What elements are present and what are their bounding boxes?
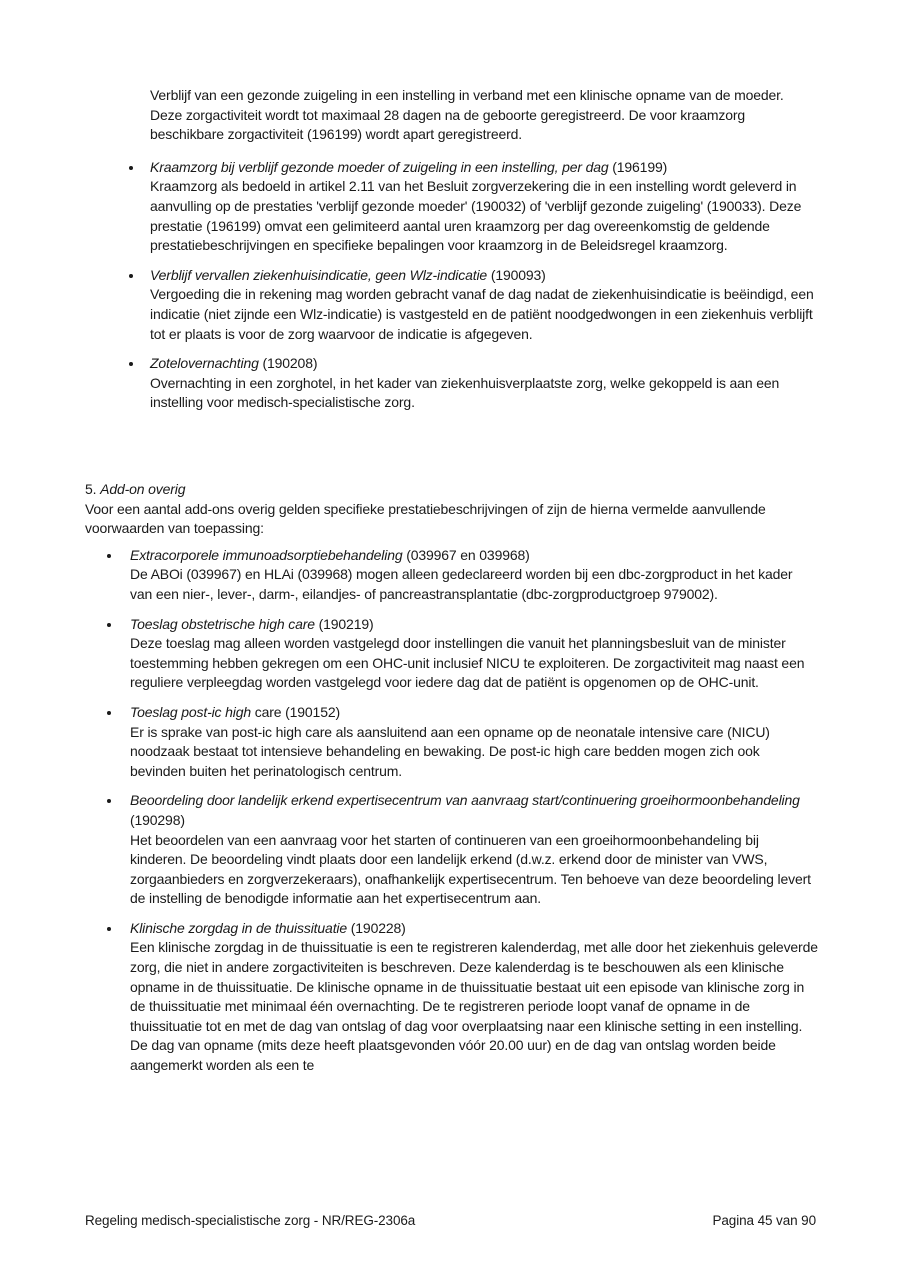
item-body: Een klinische zorgdag in de thuissituatie is een te registreren kalenderdag, met alle door het ziekenhuis geleverde zorg, die niet in andere zorgactiviteiten is beschreven. Deze kalenderdag is te beschouwen als een klinische opname in de thuissituatie. De klinische opname in de thuissituatie bestaat uit een episode van klinische zorg in de thuissituatie met minimaal één overnachting. De te registreren periode loopt vanaf de opname in de thuissituatie tot en met de dag van ontslag of dag voor overplaatsing naar een klinische setting in een instelling. De dag van opname (mits deze heeft plaatsgevonden vóór 20.00 uur) en de dag van ontslag worden beide aangemerkt worden als een te [130,939,818,1074]
bullet-icon [107,623,111,627]
item-title [130,791,818,830]
item-title-text: Zotelovernachting [150,355,259,372]
page-footer [85,1211,816,1231]
item-code: (190208) [262,355,318,372]
item-title-text: Toeslag post-ic high [130,703,252,720]
list-item [150,266,818,344]
item-body: Vergoeding die in rekening mag worden gebracht vanaf de dag nadat de ziekenhuisindicatie is beëindigd, een indicatie (niet zijnde een Wlz-indicatie) is vastgesteld en de patiënt noodgedwongen in een ziekenhuis verblijft tot er plaats is voor de zorg waarvoor de indicatie is afgegeven. [150,286,814,342]
heading-title: Add-on overig [100,481,186,497]
bullet-list-addons [130,546,818,1076]
item-code: (190093) [490,266,546,283]
item-title-text: Klinische zorgdag in de thuissituatie [130,919,348,936]
item-code: (190152) [285,703,340,720]
item-code: (190298) [130,811,185,828]
item-body: Deze toeslag mag alleen worden vastgelegd door instellingen die vanuit het planningsbesluit van de minister toestemming hebben gekregen om een OHC-unit inclusief NICU te exploiteren. De zorgactiviteit mag naast een reguliere verpleegdag worden vastgelegd voor iedere dag dat de patiënt is opgenomen op de OHC-unit. [130,635,805,691]
item-title [130,919,818,939]
bullet-icon [107,554,111,558]
heading-number: 5. [85,481,97,497]
item-title-text: Extracorporele immunoadsorptiebehandeling [130,546,403,563]
item-title [130,546,818,566]
item-body: Overnachting in een zorghotel, in het kader van ziekenhuisverplaatste zorg, welke gekoppeld is aan een instelling voor medisch-specialistische zorg. [150,374,780,411]
bullet-icon [107,799,111,803]
item-code: (196199) [612,158,668,175]
section-heading [85,480,818,500]
list-item [130,919,818,1076]
bullet-icon [107,927,111,931]
list-item [130,791,818,909]
item-title-text: Toeslag obstetrische high care [130,615,315,632]
continuation-paragraph: Verblijf van een gezonde zuigeling in een instelling in verband met een klinische opname van de moeder. Deze zorgactiviteit wordt tot maximaal 28 dagen na de geboorte geregistreerd. De voor kraamzorg beschikbare zorgactiviteit (196199) wordt apart geregistreerd. [150,87,784,143]
bullet-list-continuation [150,158,818,413]
list-item [130,615,818,693]
bullet-icon [129,274,133,278]
section-intro: Voor een aantal add-ons overig gelden specifieke prestatiebeschrijvingen of zijn de hierna vermelde aanvullende voorwaarden van toepassing: [85,500,766,537]
item-title [130,703,818,723]
item-title-text: Beoordeling door landelijk erkend expertisecentrum van aanvraag start/continuering groeihormoonbehandeling [130,792,800,809]
item-code: (190228) [350,919,406,936]
item-title [130,615,818,635]
item-body: Kraamzorg als bedoeld in artikel 2.11 van het Besluit zorgverzekering die in een instelling wordt geleverd in aanvulling op de prestaties 'verblijf gezonde moeder' (190032) of 'verblijf gezonde zuigeling' (190033). Deze prestatie (196199) omvat een gelimiteerd aantal uren kraamzorg per dag overeenkomstig de geldende prestatiebeschrijvingen en specifieke bepalingen voor kraamzorg in de Beleidsregel kraamzorg. [150,178,802,254]
footer-page-number: Pagina 45 van 90 [712,1213,816,1228]
item-body: Het beoordelen van een aanvraag voor het starten of continueren van een groeihormoonbehandeling bij kinderen. De beoordeling vindt plaats door een landelijk erkend (d.w.z. erkend door de minister van VWS, zorgaanbieders en zorgverzekeraars), onafhankelijk expertisecentrum. Ten behoeve van deze beoordeling levert de instelling de benodigde informatie aan het expertisecentrum aan. [130,831,811,907]
list-item [130,546,818,605]
bullet-icon [129,362,133,366]
item-title-text: Verblijf vervallen ziekenhuisindicatie, geen Wlz-indicatie [150,266,488,283]
list-item [150,158,818,256]
bullet-icon [129,166,133,170]
item-title [150,266,818,286]
item-title-suffix: care [251,703,282,720]
list-item [130,703,818,781]
section-continuation [150,86,818,423]
footer-document-title: Regeling medisch-specialistische zorg - NR/REG-2306a [85,1213,416,1228]
bullet-icon [107,711,111,715]
section-add-on-overig [85,480,818,1086]
item-title [150,158,818,178]
item-code: (039967 en 039968) [406,546,530,563]
item-title [150,354,818,374]
list-item [150,354,818,413]
item-body: De ABOi (039967) en HLAi (039968) mogen alleen gedeclareerd worden bij een dbc-zorgproduct in het kader van een nier-, lever-, darm-, eilandjes- of pancreastransplantatie (dbc-zorgproductgroep 979002). [130,566,793,602]
item-title-text: Kraamzorg bij verblijf gezonde moeder of zuigeling in een instelling, per dag [150,158,609,175]
item-body: Er is sprake van post-ic high care als aansluitend aan een opname op de neonatale intensive care (NICU) noodzaak bestaat tot intensieve behandeling en bewaking. De post-ic high care bedden mogen zich ook bevinden buiten het perinatologisch centrum. [130,723,770,779]
item-code: (190219) [318,615,374,632]
